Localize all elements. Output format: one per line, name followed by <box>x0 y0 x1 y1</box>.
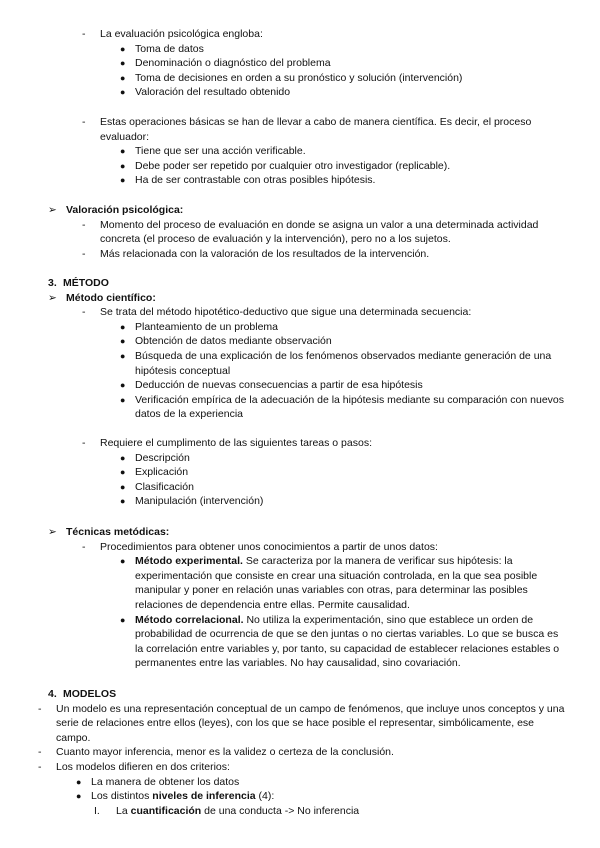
list-item: ● Tiene que ser una acción verificable. <box>120 145 306 158</box>
bullet-icon: ● <box>120 146 126 157</box>
list-item: ● Toma de decisiones en orden a su pronóstico y solución (intervención) <box>120 71 463 84</box>
arrow-bullet-icon: ➢ <box>48 204 57 216</box>
list-item: ● Método experimental. Se caracteriza por la manera de verificar sus hipótesis: la experimentación que consiste en crear una situación controlada, en la que sea posible manipular y poner en relación unas variables con otras, para determinar las posibles relaciones de dependencia entre ellas. Permite causalidad. <box>120 555 538 611</box>
dash-marker: - <box>82 436 86 449</box>
dash-marker: - <box>82 540 86 553</box>
bullet-icon: ● <box>120 496 126 507</box>
bullet-icon: ● <box>76 791 82 802</box>
dash-marker: - <box>82 28 86 40</box>
dash-marker: - <box>82 306 86 319</box>
method-label: Método correlacional. <box>135 613 244 626</box>
list-item: ● La manera de obtener los datos <box>76 775 240 788</box>
list-item: ● Valoración del resultado obtenido <box>120 86 291 99</box>
bullet-icon: ● <box>120 350 126 361</box>
scientific-process-block <box>82 115 562 188</box>
dash-item: - Momento del proceso de evaluación en donde se asigna un valor a una determinada actividad concreta (el proceso de evaluación y la intervención), pero no a los sujetos. <box>82 218 539 246</box>
bullet-icon: ● <box>120 394 126 405</box>
section-number-heading: 3. MÉTODO <box>48 277 109 289</box>
bullet-icon: ● <box>120 556 126 567</box>
bullet-icon: ● <box>120 380 126 391</box>
dash-item: - Más relacionada con la valoración de los resultados de la intervención. <box>82 247 430 260</box>
list-item: ● Denominación o diagnóstico del problema <box>120 57 331 70</box>
list-item: ● Manipulación (intervención) <box>120 495 264 508</box>
section-heading: ➢ Técnicas metódicas: <box>48 526 170 538</box>
method-label: Método experimental. <box>135 555 243 568</box>
evaluation-intro: La evaluación psicológica engloba: <box>100 28 263 40</box>
dash-item <box>82 115 562 144</box>
modelos-section <box>38 687 570 818</box>
list-item: ● Planteamiento de un problema <box>120 320 279 333</box>
dash-marker: - <box>82 247 86 260</box>
evaluation-scope-block <box>82 27 562 100</box>
section-number-heading: 4. MODELOS <box>48 688 117 700</box>
dash-item: - Procedimientos para obtener unos conocimientos a partir de unos datos: <box>82 540 438 553</box>
arrow-bullet-icon: ➢ <box>48 291 57 304</box>
dash-item <box>82 27 562 42</box>
bullet-icon: ● <box>120 614 126 625</box>
bullet-icon: ● <box>120 160 126 171</box>
bullet-icon: ● <box>120 481 126 492</box>
list-item: ● Búsqueda de una explicación de los fenómenos observados mediante generación de una hipótesis conceptual <box>120 349 552 377</box>
dash-item: - Requiere el cumplimento de las siguientes tareas o pasos: <box>82 436 372 449</box>
list-item: ● Clasificación <box>120 480 194 493</box>
bullet-icon: ● <box>120 175 126 186</box>
dash-marker: - <box>38 702 42 715</box>
roman-list-item: I. La cuantificación de una conducta -> No inferencia <box>94 804 360 817</box>
list-item: ● Método correlacional. No utiliza la experimentación, sino que establece un orden de probabilidad de ocurrencia de que se den juntas o no ciertas variables. Lo que se busca es la correlación entre variables y, por tanto, su capacidad de establecer relaciones estables o permanentes entre las variables. No hay causalidad, sino covariación. <box>120 613 560 670</box>
dash-item: - Se trata del método hipotético-deductivo que sigue una determinada secuencia: <box>82 306 472 319</box>
dash-item: - Cuanto mayor inferencia, menor es la validez o certeza de la conclusión. <box>38 746 394 759</box>
list-item: ● Descripción <box>120 451 190 464</box>
list-item: ● Explicación <box>120 466 189 479</box>
list-item: ● Toma de datos <box>120 42 204 55</box>
list-item: ● Ha de ser contrastable con otras posibles hipótesis. <box>120 174 376 187</box>
bullet-icon: ● <box>120 321 126 332</box>
list-item: ● Debe poder ser repetido por cualquier otro investigador (replicable). <box>120 159 451 172</box>
bullet-icon: ● <box>120 58 126 69</box>
dash-marker: - <box>82 218 86 231</box>
list-item: ● Deducción de nuevas consecuencias a partir de esa hipótesis <box>120 379 423 392</box>
section-heading <box>48 203 564 218</box>
heading-text: Valoración psicológica: <box>66 204 184 216</box>
process-intro: Estas operaciones básicas se han de llevar a cabo de manera científica. Es decir, el proceso evaluador: <box>100 116 532 143</box>
dash-marker: - <box>38 746 42 759</box>
metodo-section <box>48 276 564 509</box>
valoracion-section <box>48 203 564 261</box>
bullet-icon: ● <box>120 87 126 98</box>
dash-item: - Los modelos difieren en dos criterios: <box>38 760 230 773</box>
list-item: ● Obtención de datos mediante observación <box>120 335 332 348</box>
bullet-icon: ● <box>120 72 126 83</box>
list-item: ● Los distintos niveles de inferencia (4): <box>76 790 275 803</box>
bullet-icon: ● <box>120 43 126 54</box>
tecnicas-section <box>48 525 564 671</box>
bullet-icon: ● <box>120 467 126 478</box>
bullet-icon: ● <box>120 452 126 463</box>
dash-marker: - <box>82 116 86 128</box>
list-item: ● Verificación empírica de la adecuación de la hipótesis mediante su comparación con nuevos datos de la experiencia <box>120 393 565 421</box>
arrow-bullet-icon: ➢ <box>48 526 57 538</box>
dash-item: - Un modelo es una representación conceptual de un campo de fenómenos, que incluye unos conceptos y una serie de relaciones entre ellos (leyes), con los que se hace posible el representar, simbólicamente, ese campo. <box>38 702 565 744</box>
bullet-icon: ● <box>76 776 82 787</box>
dash-marker: - <box>38 760 42 773</box>
bullet-icon: ● <box>120 336 126 347</box>
roman-numeral: I. <box>94 804 100 817</box>
section-heading: ➢ Método científico: <box>48 291 156 304</box>
